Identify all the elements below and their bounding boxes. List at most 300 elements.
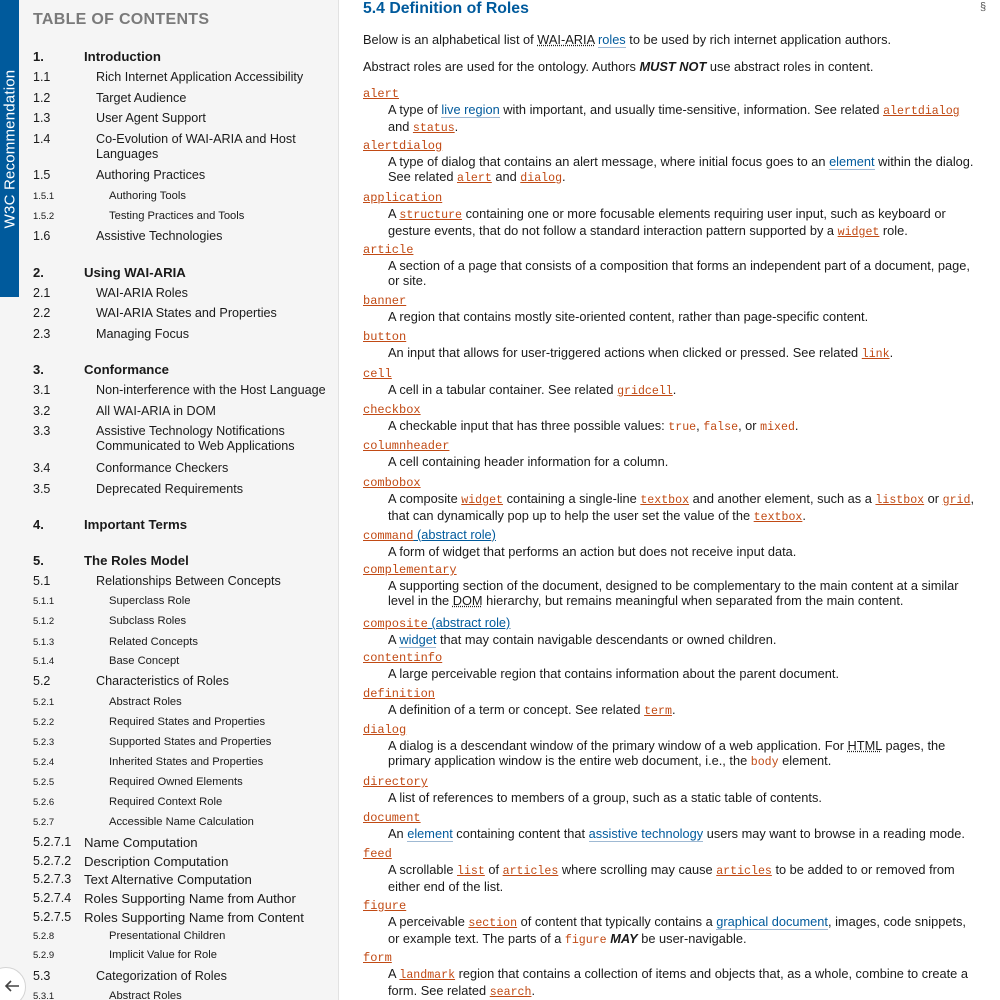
definition-text: form. See related: [388, 983, 490, 998]
toc-item-label: Supported States and Properties: [109, 736, 272, 748]
roles-link[interactable]: roles: [597, 32, 626, 47]
role-entry-command: [363, 527, 983, 559]
toc-item[interactable]: [33, 553, 333, 568]
toc-item-number: 1.2: [33, 91, 51, 105]
table-of-contents-sidebar: [0, 0, 339, 1000]
role-entry-form: [363, 951, 983, 1000]
role-term[interactable]: complementary: [363, 563, 457, 577]
toc-item[interactable]: [33, 614, 333, 629]
toc-item-number: 5.1.2: [33, 616, 55, 627]
toc-item-number: 5.2.6: [33, 797, 55, 808]
role-term[interactable]: cell: [363, 367, 392, 381]
toc-item-label: WAI-ARIA States and Properties: [96, 306, 277, 320]
role-reference[interactable]: grid: [942, 494, 971, 507]
toc-item-number: 1.1: [33, 70, 51, 84]
role-entry-figure: [363, 899, 983, 948]
toc-item-number: 5.1.3: [33, 637, 55, 648]
toc-item-label: Testing Practices and Tools: [109, 210, 245, 222]
toc-item[interactable]: [33, 891, 333, 906]
toc-item[interactable]: [33, 674, 333, 689]
role-reference[interactable]: articles: [716, 865, 772, 878]
role-definition: [363, 738, 983, 770]
section-permalink[interactable]: §: [980, 1, 987, 13]
role-entry-contentinfo: [363, 651, 983, 681]
role-term[interactable]: combobox: [363, 476, 421, 490]
role-definition: [363, 914, 983, 948]
code-value: true: [668, 421, 697, 434]
role-term[interactable]: checkbox: [363, 403, 421, 417]
role-entry-directory: [363, 775, 983, 805]
role-reference[interactable]: textbox: [640, 494, 690, 507]
intro-text: to be used by rich internet application authors.: [625, 32, 892, 47]
role-reference[interactable]: landmark: [399, 969, 456, 982]
toc-item-number: 2.3: [33, 327, 51, 341]
definition-link[interactable]: element: [407, 826, 453, 841]
toc-item[interactable]: [33, 517, 333, 532]
toc-item[interactable]: [33, 424, 333, 454]
role-definition: [363, 578, 983, 608]
definition-text: pages, the: [881, 738, 946, 753]
toc-item-label: Presentational Children: [109, 930, 226, 942]
definition-text: to be added to or removed from: [771, 862, 955, 877]
role-reference[interactable]: list: [457, 865, 485, 878]
definition-text: or: [924, 491, 943, 506]
toc-item[interactable]: [33, 948, 333, 963]
toc-item[interactable]: [33, 482, 333, 497]
role-definition: [363, 544, 983, 559]
role-reference[interactable]: search: [489, 986, 532, 999]
toc-item-number: 5.3: [33, 969, 51, 983]
toc-item-label: All WAI-ARIA in DOM: [96, 404, 216, 418]
toc-item-label: Characteristics of Roles: [96, 674, 229, 688]
role-term[interactable]: alertdialog: [363, 139, 443, 153]
toc-item[interactable]: [33, 695, 333, 710]
toc-item[interactable]: [33, 929, 333, 944]
toc-item-label: Co-Evolution of WAI-ARIA and Host Languages: [96, 132, 296, 161]
role-term[interactable]: feed: [363, 847, 392, 861]
toc-item-number: 2.: [33, 265, 44, 280]
role-term[interactable]: alert: [363, 87, 400, 101]
definition-text: and: [388, 119, 413, 134]
toc-item[interactable]: [33, 286, 333, 301]
abbreviation: HTML: [847, 738, 882, 753]
role-entry-banner: [363, 294, 983, 324]
definition-text: and another element, such as a: [689, 491, 876, 506]
definition-text: primary application window is the entire web document, i.e., the: [388, 753, 751, 768]
abstract-role-label[interactable]: (abstract role): [427, 615, 511, 630]
toc-item[interactable]: [33, 755, 333, 770]
role-term[interactable]: composite (abstract role): [363, 615, 511, 631]
toc-item[interactable]: [33, 854, 333, 869]
definition-text: of content that typically contains a: [517, 914, 717, 929]
toc-item-label: Assistive Technology Notifications Communicated to Web Applications: [96, 424, 295, 453]
definition-link[interactable]: graphical document: [716, 914, 828, 929]
definition-line: [388, 154, 983, 169]
role-entry-combobox: [363, 476, 983, 525]
toc-item[interactable]: [33, 910, 333, 925]
code-value: body: [750, 756, 779, 769]
toc-item[interactable]: [33, 461, 333, 476]
role-entry-alert: [363, 87, 983, 136]
definition-line: [388, 753, 983, 770]
toc-item-number: 1.5.1: [33, 191, 55, 202]
role-definition: [363, 309, 983, 324]
toc-item-label: Roles Supporting Name from Author: [84, 891, 296, 906]
role-reference[interactable]: articles: [502, 865, 559, 878]
definition-line: [388, 738, 983, 753]
definition-line: [388, 102, 983, 119]
definition-link[interactable]: widget: [399, 632, 437, 647]
role-definition: [363, 966, 983, 1000]
definition-line: [388, 826, 983, 841]
role-entry-checkbox: [363, 403, 983, 435]
toc-item-label: Categorization of Roles: [96, 969, 227, 983]
toc-item-label: Introduction: [84, 49, 161, 64]
definition-text: A checkable input that has three possible values:: [388, 418, 669, 433]
toc-item-label: Managing Focus: [96, 327, 190, 341]
definition-text: , or: [738, 418, 761, 433]
role-entry-button: [363, 330, 983, 362]
definition-line: [388, 914, 983, 931]
role-definition: [363, 154, 983, 186]
role-term[interactable]: directory: [363, 775, 428, 789]
role-term[interactable]: document: [363, 811, 421, 825]
definition-link[interactable]: live region: [441, 102, 500, 117]
role-entry-article: [363, 243, 983, 288]
definition-text: A: [388, 966, 400, 981]
toc-item-number: 5.2.5: [33, 777, 55, 788]
role-definition: [363, 258, 983, 288]
toc-item-number: 5.2.7.2: [33, 854, 72, 868]
definition-text: A dialog is a descendant window of the primary window of a web application. For: [388, 738, 848, 753]
role-term[interactable]: application: [363, 191, 443, 205]
definition-text: .: [671, 702, 676, 717]
toc-item[interactable]: [33, 49, 333, 64]
definition-line: [388, 862, 983, 879]
definition-text: .: [531, 983, 536, 998]
role-definition: [363, 826, 983, 841]
definition-line: [388, 418, 983, 435]
toc-item-label: Authoring Practices: [96, 168, 206, 182]
role-definition: [363, 632, 983, 647]
definition-line: [388, 382, 983, 399]
role-term[interactable]: figure: [363, 899, 407, 913]
toc-item-number: 3.1: [33, 383, 51, 397]
definition-line: [388, 666, 983, 681]
definition-text: users may want to browse in a reading mode.: [703, 826, 965, 841]
toc-item-number: 2.2: [33, 306, 51, 320]
definition-line: [388, 632, 983, 647]
toc-item[interactable]: [33, 70, 333, 85]
role-term[interactable]: banner: [363, 294, 407, 308]
definition-text: A scrollable: [388, 862, 457, 877]
role-reference[interactable]: textbox: [753, 511, 803, 524]
toc-item-label: Name Computation: [84, 835, 198, 850]
toc-item-label: Base Concept: [109, 655, 180, 667]
definition-text: that can dynamically pop up to help the user set the value of the: [388, 508, 754, 523]
toc-item-number: 1.5: [33, 168, 51, 182]
toc-item[interactable]: [33, 132, 333, 162]
role-term[interactable]: command (abstract role): [363, 527, 496, 543]
toc-item-label: Abstract Roles: [109, 696, 182, 708]
definition-line: [388, 206, 983, 223]
section-heading: 5.4 Definition of Roles: [363, 0, 529, 17]
toc-item[interactable]: [33, 306, 333, 321]
toc-item[interactable]: [33, 229, 333, 244]
role-reference[interactable]: structure: [399, 209, 463, 222]
toc-item-number: 5.2.2: [33, 717, 55, 728]
toc-item-number: 1.: [33, 49, 44, 64]
toc-item[interactable]: [33, 872, 333, 887]
definition-text: A region that contains mostly site-oriented content, rather than page-specific content.: [388, 309, 869, 324]
toc-item[interactable]: [33, 795, 333, 810]
toc-item-label: User Agent Support: [96, 111, 206, 125]
toc-item[interactable]: [33, 189, 333, 204]
definition-line: [388, 702, 983, 719]
toc-item[interactable]: [33, 654, 333, 669]
definition-text: .: [889, 345, 894, 360]
toc-item[interactable]: [33, 775, 333, 790]
toc-item-number: 5.2.8: [33, 931, 55, 942]
definition-text: gesture events, that do not follow a standard interaction pattern supported by a: [388, 223, 838, 238]
toc-item-number: 3.4: [33, 461, 51, 475]
role-reference[interactable]: section: [468, 917, 518, 930]
toc-item[interactable]: [33, 735, 333, 750]
role-reference[interactable]: widget: [461, 494, 504, 507]
toc-item[interactable]: [33, 327, 333, 342]
definition-line: [388, 983, 983, 1000]
role-definition: [363, 206, 983, 240]
toc-item-number: 5.: [33, 553, 44, 568]
code-value: false: [703, 421, 739, 434]
role-reference[interactable]: widget: [837, 226, 880, 239]
definition-text: A type of: [388, 102, 442, 117]
role-definition: [363, 418, 983, 435]
toc-item-label: Authoring Tools: [109, 190, 186, 202]
role-definition: [363, 702, 983, 719]
definition-line: [388, 966, 983, 983]
toc-item-number: 3.3: [33, 424, 51, 438]
role-entry-complementary: [363, 563, 983, 608]
definition-text: role.: [879, 223, 908, 238]
toc-item-label: Conformance Checkers: [96, 461, 229, 475]
role-term[interactable]: contentinfo: [363, 651, 443, 665]
toc-item-label: Superclass Role: [109, 595, 191, 607]
role-definition: [363, 790, 983, 805]
toc-item-label: Rich Internet Application Accessibility: [96, 70, 304, 84]
definition-line: [388, 790, 983, 805]
definition-text: A: [388, 632, 400, 647]
role-entry-feed: [363, 847, 983, 894]
toc-item-number: 5.2.3: [33, 737, 55, 748]
toc-item-number: 4.: [33, 517, 44, 532]
intro-text: Below is an alphabetical list of: [363, 32, 538, 47]
definition-text: ,: [970, 491, 975, 506]
toc-item-label: Description Computation: [84, 854, 229, 869]
toc-item[interactable]: [33, 383, 333, 398]
definition-text: A list of references to members of a group, such as a static table of contents.: [388, 790, 822, 805]
toc-item-number: 3.2: [33, 404, 51, 418]
toc-item-label: Roles Supporting Name from Content: [84, 910, 304, 925]
definition-line: [388, 879, 983, 894]
definition-line: [388, 309, 983, 324]
abstract-role-label[interactable]: (abstract role): [413, 527, 496, 542]
abbreviation: DOM: [452, 593, 483, 608]
role-reference[interactable]: alert: [457, 172, 492, 185]
intro-text: Abstract roles are used for the ontology. Authors: [363, 59, 640, 74]
role-reference[interactable]: listbox: [875, 494, 925, 507]
definition-text: element.: [778, 753, 832, 768]
toc-item-label: Subclass Roles: [109, 615, 187, 627]
definition-text: level in the: [388, 593, 453, 608]
toc-item-label: Inherited States and Properties: [109, 756, 264, 768]
definition-link[interactable]: assistive technology: [588, 826, 704, 841]
definition-text: or example text. The parts of a: [388, 931, 565, 946]
role-entry-alertdialog: [363, 139, 983, 186]
definition-text: A type of dialog that contains an alert message, where initial focus goes to an: [388, 154, 830, 169]
definition-text: and: [491, 169, 521, 184]
toc-item-label: Required States and Properties: [109, 716, 266, 728]
role-term[interactable]: article: [363, 243, 414, 257]
role-entry-columnheader: [363, 439, 983, 469]
definition-line: [388, 169, 983, 186]
toc-item-label: Assistive Technologies: [96, 229, 223, 243]
role-entry-document: [363, 811, 983, 841]
toc-item[interactable]: [33, 594, 333, 609]
toc-item-number: 1.5.2: [33, 211, 55, 222]
role-term[interactable]: button: [363, 330, 407, 344]
role-term[interactable]: columnheader: [363, 439, 450, 453]
toc-item-label: Deprecated Requirements: [96, 482, 244, 496]
w3c-tab-label: W3C Recommendation: [1, 69, 18, 228]
role-term[interactable]: form: [363, 951, 392, 965]
role-reference[interactable]: term: [644, 705, 672, 718]
definition-text: A large perceivable region that contains information about the parent document.: [388, 666, 840, 681]
code-value: mixed: [760, 421, 795, 434]
role-reference[interactable]: status: [412, 122, 455, 135]
toc-item-number: 3.5: [33, 482, 51, 496]
role-reference[interactable]: link: [861, 348, 890, 361]
definition-text: with important, and usually time-sensitive, information. See related: [499, 102, 884, 117]
toc-item-label: Using WAI-ARIA: [84, 265, 186, 280]
definition-text: ,: [696, 418, 704, 433]
toc-item-label: Accessible Name Calculation: [109, 816, 254, 828]
role-reference[interactable]: dialog: [520, 172, 563, 185]
code-value: figure: [564, 934, 607, 947]
role-definition: [363, 382, 983, 399]
definition-text: .: [562, 169, 566, 184]
toc-item[interactable]: [33, 168, 333, 183]
definition-text: .: [672, 382, 677, 397]
role-definition: [363, 666, 983, 681]
definition-text: region that contains a collection of items and objects that, as a whole, combine to create a: [455, 966, 968, 981]
definition-text: hierarchy, but remains meaningful when separated from the main content.: [482, 593, 904, 608]
toc-item-label: Important Terms: [84, 517, 188, 532]
role-reference[interactable]: gridcell: [617, 385, 673, 398]
toc-item-label: Target Audience: [96, 91, 187, 105]
toc-item-label: Relationships Between Concepts: [96, 574, 281, 588]
toc-item-label: Related Concepts: [109, 636, 198, 648]
toc-item[interactable]: [33, 209, 333, 224]
definition-line: [388, 345, 983, 362]
toc-item[interactable]: [33, 91, 333, 106]
toc-item[interactable]: [33, 989, 333, 1000]
toc-item-number: 5.1.1: [33, 596, 55, 607]
role-term[interactable]: dialog: [363, 723, 407, 737]
intro-paragraph-1: [363, 32, 983, 48]
toc-item-label: Non-interference with the Host Language: [96, 383, 326, 397]
definition-text: See related: [388, 169, 458, 184]
toc-item[interactable]: [33, 835, 333, 850]
toc-item-number: 5.2.1: [33, 697, 55, 708]
toc-item-number: 5.2.7.3: [33, 872, 72, 886]
definition-line: [388, 273, 983, 288]
definition-text: containing content that: [452, 826, 589, 841]
toc-item-label: Conformance: [84, 362, 169, 377]
definition-text: A section of a page that consists of a composition that forms an independent part of a document, page,: [388, 258, 970, 273]
toc-item[interactable]: [33, 635, 333, 650]
role-entry-dialog: [363, 723, 983, 770]
definition-text: .: [802, 508, 806, 523]
definition-line: [388, 119, 983, 136]
toc-item[interactable]: [33, 574, 333, 589]
definition-text: A: [388, 206, 400, 221]
definition-text: of: [484, 862, 503, 877]
role-definition: [363, 862, 983, 894]
definition-text: .: [794, 418, 799, 433]
definition-text: be user-navigable.: [637, 931, 747, 946]
back-to-top-button[interactable]: [0, 967, 26, 1000]
arrow-left-icon: [3, 977, 21, 995]
toc-item[interactable]: [33, 969, 333, 984]
definition-text: A definition of a term or concept. See related: [388, 702, 645, 717]
definition-line: [388, 508, 983, 525]
definition-text: either end of the list.: [388, 879, 504, 894]
toc-item-label: Implicit Value for Role: [109, 949, 217, 961]
role-entry-cell: [363, 367, 983, 399]
role-term[interactable]: definition: [363, 687, 436, 701]
definition-line: [388, 593, 983, 608]
toc-item[interactable]: [33, 715, 333, 730]
definition-link[interactable]: element: [829, 154, 875, 169]
definition-text: or site.: [388, 273, 427, 288]
definition-text: A perceivable: [388, 914, 469, 929]
toc-item[interactable]: [33, 815, 333, 830]
toc-item-number: 5.1: [33, 574, 51, 588]
role-entry-composite: [363, 615, 983, 647]
toc-item-label: Required Context Role: [109, 796, 223, 808]
definition-text: .: [454, 119, 459, 134]
toc-item[interactable]: [33, 362, 333, 377]
role-reference[interactable]: alertdialog: [883, 105, 960, 118]
role-definition: [363, 345, 983, 362]
toc-item-number: 1.6: [33, 229, 51, 243]
definition-text: A form of widget that performs an action but does not receive input data.: [388, 544, 797, 559]
definition-text: within the dialog.: [874, 154, 974, 169]
toc-item-number: 5.2.9: [33, 950, 55, 961]
toc-item[interactable]: [33, 404, 333, 419]
toc-item-label: WAI-ARIA Roles: [96, 286, 188, 300]
role-definition: [363, 102, 983, 136]
definition-text: containing one or more focusable elements requiring user input, such as keyboard or: [462, 206, 946, 221]
toc-item[interactable]: [33, 111, 333, 126]
toc-item-number: 5.2.7.4: [33, 891, 72, 905]
toc-item-number: 5.2.7.1: [33, 835, 72, 849]
toc-item-label: Text Alternative Computation: [84, 872, 252, 887]
toc-item[interactable]: [33, 265, 333, 280]
toc-item-number: 3.: [33, 362, 44, 377]
w3c-recommendation-tab[interactable]: [0, 0, 19, 297]
